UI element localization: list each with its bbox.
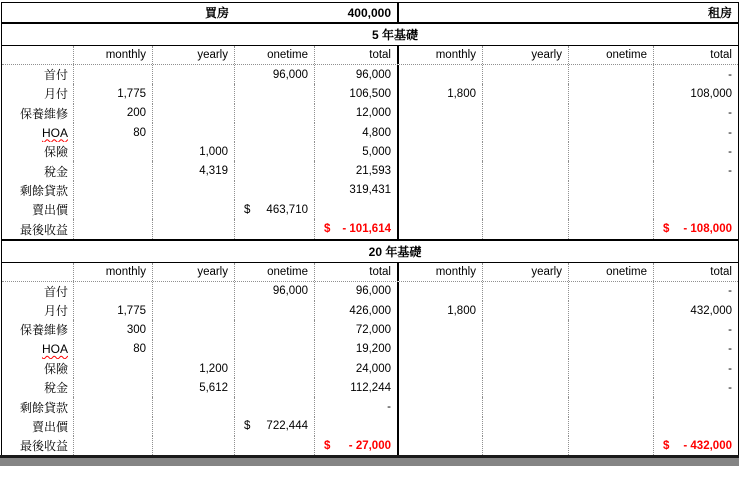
cell-rent-sell-price-yearly[interactable] <box>483 417 569 436</box>
cell-rent-final-profit-total[interactable] <box>654 436 738 455</box>
misspelled-word: HOA <box>41 342 68 357</box>
row-label-maintenance[interactable]: 保養維修 <box>2 320 74 339</box>
rent-house-header-cell[interactable]: 租房 <box>707 6 732 20</box>
cell-rent-final-profit-onetime[interactable] <box>569 436 654 455</box>
cell-buy-remaining-loan-monthly[interactable] <box>74 397 153 416</box>
row-label-monthly-payment[interactable]: 月付 <box>2 301 74 320</box>
cell-rent-down-payment-monthly[interactable] <box>399 282 483 301</box>
table-row-remaining-loan <box>2 181 738 200</box>
cell-rent-tax-onetime[interactable] <box>569 161 654 180</box>
cell-rent-sell-price-total[interactable] <box>654 417 738 436</box>
spreadsheet <box>1 2 739 455</box>
grid-5-year <box>2 46 738 239</box>
cell-buy-monthly-payment-monthly[interactable]: 1,775 <box>74 301 153 320</box>
section-title-5-year[interactable]: 5 年基礎 <box>2 24 738 46</box>
cell-rent-down-payment-onetime[interactable] <box>569 65 654 84</box>
cell-buy-tax-onetime[interactable] <box>235 161 315 180</box>
cell-buy-down-payment-yearly[interactable] <box>153 282 235 301</box>
cell-rent-hoa-total[interactable]: - <box>728 343 732 356</box>
cell-buy-final-profit-yearly[interactable] <box>153 436 235 455</box>
cell-buy-sell-price-total[interactable] <box>315 417 399 436</box>
table-row-monthly-payment <box>2 301 738 320</box>
header-buy-total[interactable]: total <box>315 263 399 281</box>
cell-buy-insurance-total[interactable]: 5,000 <box>315 142 399 161</box>
cell-buy-remaining-loan-yearly[interactable] <box>153 397 235 416</box>
row-label-final-profit[interactable]: 最後收益 <box>2 219 74 238</box>
header-rent-yearly[interactable]: yearly <box>483 263 569 281</box>
amount-value: 463,710 <box>266 203 308 216</box>
header-rent-monthly[interactable]: monthly <box>399 46 483 64</box>
cell-buy-hoa-monthly[interactable]: 80 <box>74 340 153 359</box>
cell-buy-remaining-loan-total[interactable]: - <box>315 397 399 416</box>
row-label-sell-price[interactable]: 賣出價 <box>2 200 74 219</box>
corner-cell[interactable] <box>2 46 74 64</box>
cell-buy-down-payment-monthly[interactable] <box>74 282 153 301</box>
section-5-year <box>2 24 738 239</box>
cell-rent-down-payment-monthly[interactable] <box>399 65 483 84</box>
cell-buy-remaining-loan-yearly[interactable] <box>153 181 235 200</box>
cell-buy-final-profit-total[interactable] <box>315 436 399 455</box>
cell-rent-final-profit-yearly[interactable] <box>483 219 569 238</box>
cell-rent-maintenance-total[interactable]: - <box>728 323 732 336</box>
amount-value: - 27,000 <box>348 439 391 452</box>
cell-buy-tax-onetime[interactable] <box>235 378 315 397</box>
cell-rent-hoa-yearly[interactable] <box>483 123 569 142</box>
header-rent-total[interactable]: total <box>710 265 732 278</box>
row-label-final-profit[interactable]: 最後收益 <box>2 436 74 455</box>
cell-buy-down-payment-total[interactable]: 96,000 <box>315 65 399 84</box>
cell-buy-down-payment-yearly[interactable] <box>153 65 235 84</box>
cell-rent-maintenance-total[interactable]: - <box>728 107 732 120</box>
cell-rent-maintenance-yearly[interactable] <box>483 320 569 339</box>
cell-buy-maintenance-monthly[interactable]: 300 <box>74 320 153 339</box>
cell-rent-maintenance-monthly[interactable] <box>399 104 483 123</box>
column-header-row <box>2 263 738 282</box>
cell-rent-sell-price-onetime[interactable] <box>569 417 654 436</box>
cell-rent-final-profit-total[interactable] <box>654 219 738 238</box>
header-buy-onetime[interactable]: onetime <box>235 263 315 281</box>
header-buy-monthly[interactable]: monthly <box>74 263 153 281</box>
currency-symbol: $ <box>244 420 251 433</box>
table-row-sell-price <box>2 200 738 219</box>
cell-buy-maintenance-total[interactable]: 72,000 <box>315 320 399 339</box>
section-20-year <box>2 239 738 456</box>
cell-rent-sell-price-monthly[interactable] <box>399 200 483 219</box>
grid-20-year <box>2 263 738 456</box>
cell-rent-monthly-payment-monthly[interactable]: 1,800 <box>399 301 483 320</box>
header-rent-total[interactable]: total <box>710 49 732 61</box>
cell-buy-hoa-monthly[interactable]: 80 <box>74 123 153 142</box>
cell-buy-monthly-payment-total[interactable]: 106,500 <box>315 84 399 103</box>
cell-buy-final-profit-total[interactable] <box>315 219 399 238</box>
cell-rent-sell-price-total[interactable] <box>654 200 738 219</box>
currency-symbol: $ <box>663 439 670 452</box>
cell-buy-tax-monthly[interactable] <box>74 161 153 180</box>
cell-buy-remaining-loan-monthly[interactable] <box>74 181 153 200</box>
cell-buy-tax-monthly[interactable] <box>74 378 153 397</box>
cell-rent-remaining-loan-total[interactable] <box>654 397 738 416</box>
cell-buy-insurance-yearly[interactable]: 1,000 <box>153 142 235 161</box>
corner-cell[interactable] <box>2 263 74 281</box>
column-header-row <box>2 46 738 65</box>
cell-rent-tax-monthly[interactable] <box>399 161 483 180</box>
cell-buy-monthly-payment-onetime[interactable] <box>235 84 315 103</box>
cell-rent-remaining-loan-yearly[interactable] <box>483 181 569 200</box>
cell-rent-maintenance-yearly[interactable] <box>483 104 569 123</box>
cell-rent-insurance-onetime[interactable] <box>569 359 654 378</box>
cell-buy-tax-yearly[interactable]: 4,319 <box>153 161 235 180</box>
cell-rent-monthly-payment-monthly[interactable]: 1,800 <box>399 84 483 103</box>
currency-symbol: $ <box>244 203 251 216</box>
row-label-hoa[interactable] <box>2 340 74 359</box>
header-buy-monthly[interactable]: monthly <box>74 46 153 64</box>
cell-rent-maintenance-onetime[interactable] <box>569 320 654 339</box>
cell-buy-final-profit-onetime[interactable] <box>235 219 315 238</box>
table-row-sell-price <box>2 417 738 436</box>
cell-rent-maintenance-monthly[interactable] <box>399 320 483 339</box>
row-label-maintenance[interactable]: 保養維修 <box>2 104 74 123</box>
cell-buy-hoa-yearly[interactable] <box>153 340 235 359</box>
sheet-bottom-edge <box>0 455 739 466</box>
row-label-hoa[interactable] <box>2 123 74 142</box>
cell-buy-sell-price-onetime[interactable] <box>235 417 315 436</box>
currency-symbol: $ <box>324 223 331 236</box>
cell-rent-remaining-loan-total[interactable] <box>654 181 738 200</box>
table-row-hoa <box>2 123 738 142</box>
cell-rent-monthly-payment-onetime[interactable] <box>569 84 654 103</box>
table-row-monthly-payment <box>2 84 738 103</box>
row-label-insurance[interactable]: 保險 <box>2 142 74 161</box>
cell-buy-down-payment-total[interactable]: 96,000 <box>315 282 399 301</box>
cell-rent-sell-price-onetime[interactable] <box>569 200 654 219</box>
cell-rent-down-payment-total[interactable]: - <box>728 68 732 81</box>
table-row-hoa <box>2 340 738 359</box>
cell-rent-insurance-monthly[interactable] <box>399 359 483 378</box>
cell-rent-insurance-yearly[interactable] <box>483 142 569 161</box>
cell-buy-maintenance-total[interactable]: 12,000 <box>315 104 399 123</box>
cell-rent-sell-price-monthly[interactable] <box>399 417 483 436</box>
misspelled-word: HOA <box>41 125 68 140</box>
cell-rent-down-payment-yearly[interactable] <box>483 282 569 301</box>
table-row-maintenance <box>2 320 738 339</box>
cell-rent-hoa-monthly[interactable] <box>399 123 483 142</box>
currency-symbol: $ <box>324 439 331 452</box>
cell-buy-monthly-payment-total[interactable]: 426,000 <box>315 301 399 320</box>
house-price-cell[interactable]: 400,000 <box>235 3 399 22</box>
cell-buy-hoa-onetime[interactable] <box>235 123 315 142</box>
cell-buy-insurance-yearly[interactable]: 1,200 <box>153 359 235 378</box>
cell-buy-remaining-loan-onetime[interactable] <box>235 397 315 416</box>
cell-buy-sell-price-yearly[interactable] <box>153 417 235 436</box>
amount-value: - 432,000 <box>683 439 732 452</box>
row-label-sell-price[interactable]: 賣出價 <box>2 417 74 436</box>
cell-buy-down-payment-monthly[interactable] <box>74 65 153 84</box>
row-label-down-payment[interactable]: 首付 <box>2 282 74 301</box>
cell-rent-monthly-payment-yearly[interactable] <box>483 301 569 320</box>
cell-buy-maintenance-monthly[interactable]: 200 <box>74 104 153 123</box>
cell-buy-tax-total[interactable]: 112,244 <box>315 378 399 397</box>
cell-buy-monthly-payment-yearly[interactable] <box>153 84 235 103</box>
table-row-down-payment <box>2 282 738 301</box>
row-label-remaining-loan[interactable]: 剩餘貸款 <box>2 397 74 416</box>
section-title-20-year[interactable]: 20 年基礎 <box>2 241 738 263</box>
cell-buy-hoa-onetime[interactable] <box>235 340 315 359</box>
amount-value: - 108,000 <box>683 223 732 236</box>
cell-buy-maintenance-onetime[interactable] <box>235 104 315 123</box>
cell-buy-maintenance-yearly[interactable] <box>153 104 235 123</box>
header-rent-onetime[interactable]: onetime <box>569 46 654 64</box>
cell-buy-monthly-payment-monthly[interactable]: 1,775 <box>74 84 153 103</box>
cell-rent-down-payment-total[interactable]: - <box>728 285 732 298</box>
cell-buy-monthly-payment-onetime[interactable] <box>235 301 315 320</box>
cell-rent-monthly-payment-total[interactable]: 432,000 <box>690 304 732 317</box>
cell-buy-final-profit-monthly[interactable] <box>74 219 153 238</box>
cell-rent-hoa-total[interactable]: - <box>728 126 732 139</box>
header-rent-yearly[interactable]: yearly <box>483 46 569 64</box>
cell-buy-tax-total[interactable]: 21,593 <box>315 161 399 180</box>
cell-rent-remaining-loan-onetime[interactable] <box>569 181 654 200</box>
row-label-remaining-loan[interactable]: 剩餘貸款 <box>2 181 74 200</box>
cell-rent-down-payment-onetime[interactable] <box>569 282 654 301</box>
header-buy-total[interactable]: total <box>315 46 399 64</box>
table-row-tax <box>2 378 738 397</box>
cell-rent-final-profit-monthly[interactable] <box>399 219 483 238</box>
cell-rent-tax-yearly[interactable] <box>483 161 569 180</box>
cell-buy-insurance-total[interactable]: 24,000 <box>315 359 399 378</box>
cell-buy-sell-price-monthly[interactable] <box>74 417 153 436</box>
cell-rent-insurance-total[interactable]: - <box>728 145 732 158</box>
cell-rent-final-profit-onetime[interactable] <box>569 219 654 238</box>
cell-rent-tax-total[interactable]: - <box>728 165 732 178</box>
cell-rent-insurance-monthly[interactable] <box>399 142 483 161</box>
cell-buy-hoa-yearly[interactable] <box>153 123 235 142</box>
row-label-insurance[interactable]: 保險 <box>2 359 74 378</box>
table-row-maintenance <box>2 104 738 123</box>
cell-buy-insurance-monthly[interactable] <box>74 359 153 378</box>
header-buy-yearly[interactable]: yearly <box>153 263 235 281</box>
table-row-insurance <box>2 359 738 378</box>
cell-rent-maintenance-onetime[interactable] <box>569 104 654 123</box>
header-rent-monthly[interactable]: monthly <box>399 263 483 281</box>
cell-rent-monthly-payment-yearly[interactable] <box>483 84 569 103</box>
cell-rent-down-payment-yearly[interactable] <box>483 65 569 84</box>
table-row-final-profit <box>2 436 738 455</box>
cell-rent-remaining-loan-monthly[interactable] <box>399 397 483 416</box>
cell-buy-insurance-onetime[interactable] <box>235 359 315 378</box>
cell-buy-sell-price-yearly[interactable] <box>153 200 235 219</box>
cell-rent-tax-onetime[interactable] <box>569 378 654 397</box>
header-buy-onetime[interactable]: onetime <box>235 46 315 64</box>
cell-rent-monthly-payment-total[interactable]: 108,000 <box>690 87 732 100</box>
cell-buy-tax-yearly[interactable]: 5,612 <box>153 378 235 397</box>
cell-buy-maintenance-yearly[interactable] <box>153 320 235 339</box>
cell-buy-monthly-payment-yearly[interactable] <box>153 301 235 320</box>
cell-rent-hoa-monthly[interactable] <box>399 340 483 359</box>
cell-rent-hoa-yearly[interactable] <box>483 340 569 359</box>
cell-rent-final-profit-monthly[interactable] <box>399 436 483 455</box>
row-label-monthly-payment[interactable]: 月付 <box>2 84 74 103</box>
table-row-insurance <box>2 142 738 161</box>
cell-buy-remaining-loan-total[interactable]: 319,431 <box>315 181 399 200</box>
cell-buy-hoa-total[interactable]: 4,800 <box>315 123 399 142</box>
cell-rent-hoa-onetime[interactable] <box>569 340 654 359</box>
cell-rent-hoa-onetime[interactable] <box>569 123 654 142</box>
cell-buy-insurance-monthly[interactable] <box>74 142 153 161</box>
cell-buy-final-profit-monthly[interactable] <box>74 436 153 455</box>
cell-rent-sell-price-yearly[interactable] <box>483 200 569 219</box>
amount-value: 722,444 <box>266 420 308 433</box>
cell-buy-sell-price-total[interactable] <box>315 200 399 219</box>
cell-rent-insurance-onetime[interactable] <box>569 142 654 161</box>
currency-symbol: $ <box>663 223 670 236</box>
cell-rent-insurance-yearly[interactable] <box>483 359 569 378</box>
row-label-tax[interactable]: 稅金 <box>2 161 74 180</box>
banner-row <box>2 3 738 24</box>
cell-buy-insurance-onetime[interactable] <box>235 142 315 161</box>
row-label-tax[interactable]: 稅金 <box>2 378 74 397</box>
cell-rent-remaining-loan-yearly[interactable] <box>483 397 569 416</box>
header-buy-yearly[interactable]: yearly <box>153 46 235 64</box>
cell-rent-monthly-payment-onetime[interactable] <box>569 301 654 320</box>
row-label-down-payment[interactable]: 首付 <box>2 65 74 84</box>
cell-buy-sell-price-onetime[interactable] <box>235 200 315 219</box>
cell-buy-final-profit-yearly[interactable] <box>153 219 235 238</box>
cell-buy-hoa-total[interactable]: 19,200 <box>315 340 399 359</box>
table-row-remaining-loan <box>2 397 738 416</box>
cell-buy-down-payment-onetime[interactable]: 96,000 <box>235 65 315 84</box>
amount-value: - 101,614 <box>342 223 391 236</box>
cell-buy-down-payment-onetime[interactable]: 96,000 <box>235 282 315 301</box>
cell-buy-maintenance-onetime[interactable] <box>235 320 315 339</box>
table-row-final-profit <box>2 219 738 238</box>
cell-buy-sell-price-monthly[interactable] <box>74 200 153 219</box>
buy-house-header-cell[interactable]: 買房 <box>204 6 229 20</box>
table-row-tax <box>2 161 738 180</box>
cell-buy-remaining-loan-onetime[interactable] <box>235 181 315 200</box>
cell-rent-tax-total[interactable]: - <box>728 381 732 394</box>
table-row-down-payment <box>2 65 738 84</box>
cell-buy-final-profit-onetime[interactable] <box>235 436 315 455</box>
cell-rent-tax-yearly[interactable] <box>483 378 569 397</box>
cell-rent-final-profit-yearly[interactable] <box>483 436 569 455</box>
header-rent-onetime[interactable]: onetime <box>569 263 654 281</box>
cell-rent-remaining-loan-monthly[interactable] <box>399 181 483 200</box>
cell-rent-remaining-loan-onetime[interactable] <box>569 397 654 416</box>
cell-rent-insurance-total[interactable]: - <box>728 362 732 375</box>
cell-rent-tax-monthly[interactable] <box>399 378 483 397</box>
